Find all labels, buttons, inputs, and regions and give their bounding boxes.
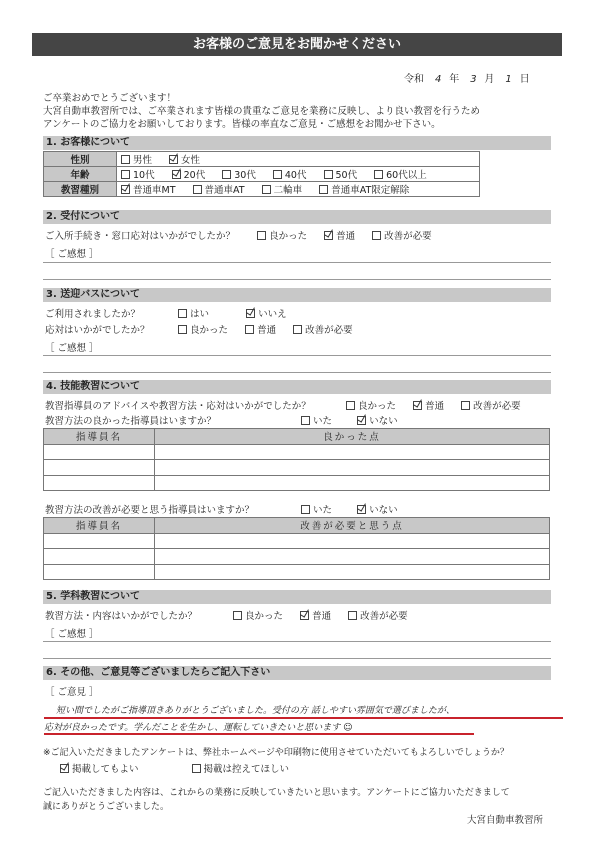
skill-improve-option-no[interactable]: いない (357, 502, 398, 516)
checkbox-icon (461, 401, 470, 410)
underline-red (44, 717, 563, 719)
age-options (117, 167, 480, 182)
skill-option-normal[interactable]: 普通 (413, 398, 444, 412)
improve-point-cell[interactable] (155, 564, 550, 580)
course-option-at[interactable]: 普通車AT (193, 182, 245, 196)
consent-options (60, 761, 303, 775)
checkbox-icon (324, 170, 333, 179)
section-header-opinion: 6. その他、ご意見等ございましたらご記入下さい (43, 666, 551, 680)
checkbox-icon (193, 185, 202, 194)
checkbox-icon (301, 505, 310, 514)
checkbox-icon (293, 325, 302, 334)
skill-good-option-no[interactable]: いない (357, 413, 398, 427)
bus-comment-line-1[interactable] (43, 355, 551, 356)
section-header-customer: 1. お客様について (43, 136, 551, 150)
reception-comment-line-1[interactable] (43, 262, 551, 263)
underline-red (44, 733, 474, 735)
instructor-name-cell[interactable] (44, 564, 155, 580)
checkbox-checked-icon (169, 155, 178, 164)
bus-question-1: ご利用されましたか？ はい いいえ (45, 306, 301, 320)
section-header-lecture: 5. 学科教習について (43, 590, 551, 604)
checkbox-checked-icon (121, 185, 130, 194)
lecture-option-normal[interactable]: 普通 (300, 608, 331, 622)
consent-option-allow[interactable]: 掲載してもよい (60, 761, 139, 775)
lecture-option-improve[interactable]: 改善が必要 (348, 608, 408, 622)
skill-option-good[interactable]: 良かった (346, 398, 396, 412)
age-option-40s[interactable]: 40代 (273, 167, 307, 181)
signature: 大宮自動車教習所 (467, 815, 544, 826)
checkbox-checked-icon (413, 401, 422, 410)
checkbox-checked-icon (357, 505, 366, 514)
instructor-name-header: 指導員名 (44, 518, 155, 534)
good-point-cell[interactable] (155, 475, 550, 491)
bus-question-2: 応対はいかがでしたか？ 良かった 普通 改善が必要 (45, 322, 367, 336)
bus-option-normal[interactable]: 普通 (245, 322, 276, 336)
profile-table (43, 151, 480, 197)
reception-option-good[interactable]: 良かった (257, 228, 307, 242)
lecture-comment-line-2[interactable] (43, 658, 551, 659)
improve-point-header: 改善が必要と思う点 (155, 518, 550, 534)
improve-instructor-table (43, 517, 550, 580)
gender-options (117, 152, 480, 167)
improve-point-cell[interactable] (155, 549, 550, 565)
date-year[interactable]: 4 (435, 74, 442, 85)
good-point-header: 良かった点 (155, 429, 550, 445)
gender-option-male[interactable]: 男性 (121, 152, 152, 166)
instructor-name-cell[interactable] (44, 460, 155, 476)
instructor-name-cell[interactable] (44, 533, 155, 549)
age-option-30s[interactable]: 30代 (222, 167, 256, 181)
improve-point-cell[interactable] (155, 533, 550, 549)
checkbox-icon (262, 185, 271, 194)
reception-comment-label: ［ ご感想 ］ (45, 249, 99, 260)
instructor-name-cell[interactable] (44, 444, 155, 460)
section-header-reception: 2. 受付について (43, 210, 551, 224)
page-title: お客様のご意見をお聞かせください (32, 33, 562, 56)
checkbox-checked-icon (172, 170, 181, 179)
reception-option-normal[interactable]: 普通 (324, 228, 355, 242)
age-label: 年齢 (44, 167, 117, 182)
checkbox-icon (233, 611, 242, 620)
consent-question: ※ご記入いただきましたアンケートは、弊社ホームページや印刷物に使用させていただいてもよろしいでしょうか？ (43, 748, 509, 758)
course-options (117, 182, 480, 197)
course-option-mt[interactable]: 普通車MT (121, 182, 176, 196)
checkbox-icon (178, 309, 187, 318)
instructor-name-cell[interactable] (44, 475, 155, 491)
skill-question-2: 教習方法の良かった指導員はいますか？ いた いない (45, 413, 412, 427)
age-option-60plus[interactable]: 60代以上 (374, 167, 427, 181)
checkbox-icon (121, 155, 130, 164)
checkbox-icon (346, 401, 355, 410)
lecture-question: 教習方法・内容はいかがでしたか？ 良かった 普通 改善が必要 (45, 608, 422, 622)
checkbox-icon (273, 170, 282, 179)
date-month[interactable]: 3 (470, 74, 477, 85)
checkbox-icon (121, 170, 130, 179)
lecture-comment-label: ［ ご感想 ］ (45, 629, 99, 640)
bus-option-improve[interactable]: 改善が必要 (293, 322, 353, 336)
closing-line-2: 誠にありがとうございました。 (43, 802, 170, 812)
intro-line-3: アンケートのご協力をお願いしております。皆様の率直なご意見・ご感想をお聞かせ下さい。 (43, 119, 441, 130)
checkbox-icon (222, 170, 231, 179)
closing-line-1: ご記入いただきました内容は、これからの業務に反映していきたいと思います。アンケートにご協力いただきまして (43, 788, 510, 798)
skill-question-3: 教習方法の改善が必要と思う指導員はいますか？ いた いない (45, 502, 412, 516)
opinion-handwriting-line-1: 短い間でしたがご指導頂きありがとうございました。受付の方 話しやすい雰囲気で選びましたが、 (56, 706, 455, 716)
bus-option-yes[interactable]: はい (178, 306, 209, 320)
checkbox-icon (372, 231, 381, 240)
lecture-comment-line-1[interactable] (43, 641, 551, 642)
bus-comment-label: ［ ご感想 ］ (45, 343, 99, 354)
checkbox-icon (301, 416, 310, 425)
good-instructor-table (43, 428, 550, 491)
instructor-name-header: 指導員名 (44, 429, 155, 445)
bus-comment-line-2[interactable] (43, 372, 551, 373)
age-option-50s[interactable]: 50代 (324, 167, 358, 181)
reception-option-improve[interactable]: 改善が必要 (372, 228, 432, 242)
bus-option-good[interactable]: 良かった (178, 322, 228, 336)
gender-label: 性別 (44, 152, 117, 167)
checkbox-icon (319, 185, 328, 194)
skill-option-improve[interactable]: 改善が必要 (461, 398, 521, 412)
checkbox-checked-icon (357, 416, 366, 425)
intro-line-1: ご卒業おめでとうございます！ (43, 93, 177, 104)
consent-option-decline[interactable]: 掲載は控えてほしい (192, 761, 290, 775)
skill-good-option-yes[interactable]: いた (301, 413, 332, 427)
skill-question-1: 教習指導員のアドバイスや教習方法・応対はいかがでしたか？ 良かった 普通 改善が必要 (45, 398, 535, 412)
section-header-skill: 4. 技能教習について (43, 380, 551, 394)
checkbox-icon (178, 325, 187, 334)
checkbox-icon (245, 325, 254, 334)
instructor-name-cell[interactable] (44, 549, 155, 565)
course-label: 教習種別 (44, 182, 117, 197)
course-option-at-removal[interactable]: 普通車AT限定解除 (319, 182, 409, 196)
opinion-handwriting-line-2: 応対が良かったです。学んだことを生かし、運転していきたいと思います ☺ (44, 723, 353, 733)
gender-option-female[interactable]: 女性 (169, 152, 200, 166)
checkbox-icon (348, 611, 357, 620)
checkbox-icon (374, 170, 383, 179)
checkbox-checked-icon (324, 231, 333, 240)
checkbox-icon (192, 764, 201, 773)
good-point-cell[interactable] (155, 444, 550, 460)
age-option-20s[interactable]: 20代 (172, 167, 206, 181)
reception-comment-line-2[interactable] (43, 279, 551, 280)
date-day[interactable]: 1 (505, 74, 512, 85)
reception-question: ご入所手続き・窓口応対はいかがでしたか？ 良かった 普通 改善が必要 (45, 228, 446, 242)
good-point-cell[interactable] (155, 460, 550, 476)
checkbox-checked-icon (246, 309, 255, 318)
bus-option-no[interactable]: いいえ (246, 306, 287, 320)
section-header-bus: 3. 送迎バスについて (43, 288, 551, 302)
checkbox-checked-icon (60, 764, 69, 773)
intro-line-2: 大宮自動車教習所では、ご卒業されます皆様の貴重なご意見を業務に反映し、より良い教習を行うため (43, 106, 481, 117)
course-option-motorcycle[interactable]: 二輪車 (262, 182, 303, 196)
skill-improve-option-yes[interactable]: いた (301, 502, 332, 516)
opinion-label: ［ ご意見 ］ (45, 687, 99, 698)
checkbox-checked-icon (300, 611, 309, 620)
age-option-10s[interactable]: 10代 (121, 167, 155, 181)
date: 令和 4 年 3 月 1 日 (404, 74, 530, 85)
lecture-option-good[interactable]: 良かった (233, 608, 283, 622)
checkbox-icon (257, 231, 266, 240)
